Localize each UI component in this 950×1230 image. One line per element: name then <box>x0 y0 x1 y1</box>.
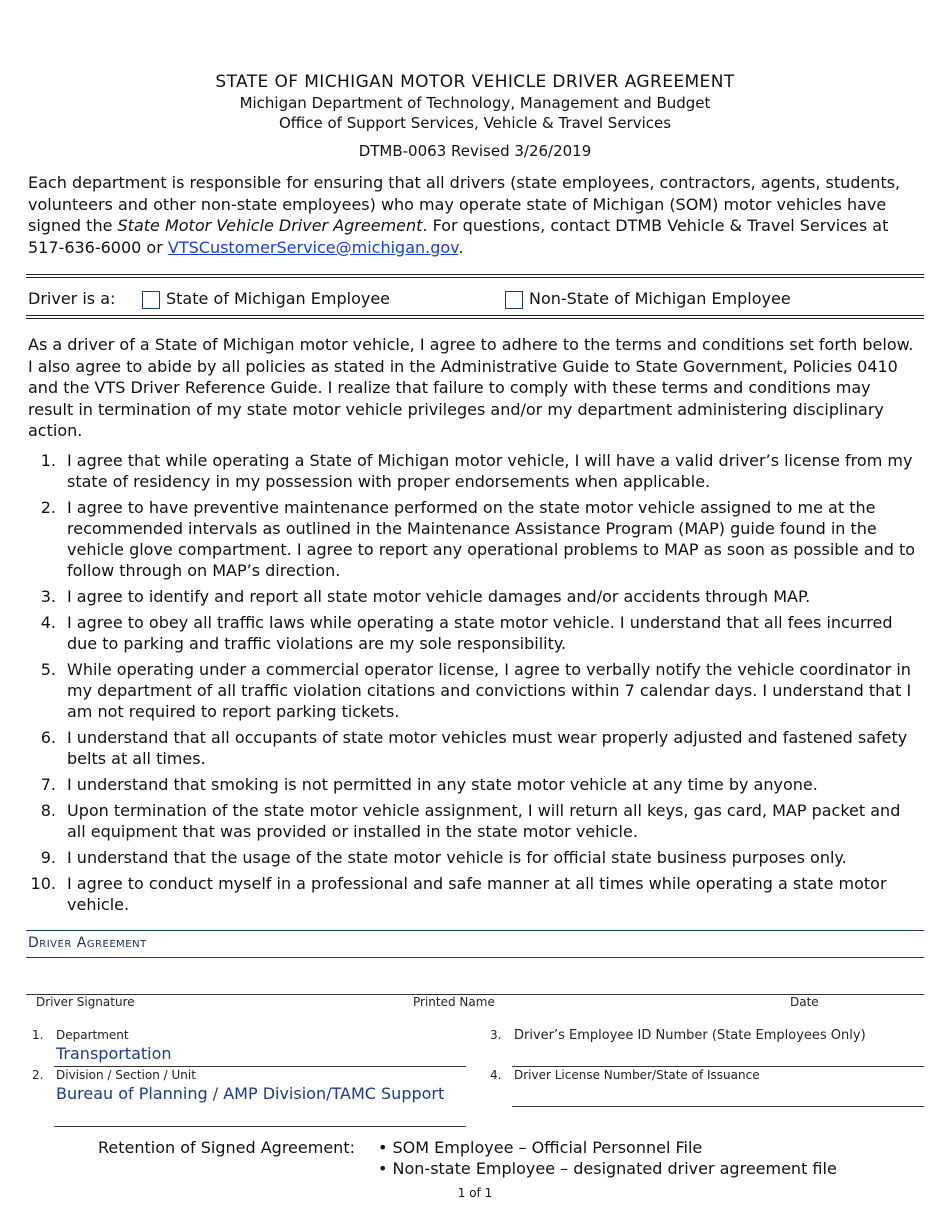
retention-item-2: • Non-state Employee – designated driver agreement file <box>378 1159 837 1178</box>
term-text: I agree to have preventive maintenance performed on the state motor vehicle assigned to me at the recommended intervals as outlined in the Maintenance Assistance Program (MAP) guide found in the vehicle glove compartment. I agree to report any operational problems to MAP as soon as possible and to follow through on MAP’s direction. <box>67 498 916 580</box>
term-text: I agree to identify and report all state motor vehicle damages and/or accidents through MAP. <box>67 587 811 606</box>
division-value[interactable]: Bureau of Planning / AMP Division/TAMC Support <box>56 1084 445 1103</box>
employee-id-line[interactable] <box>512 1066 924 1067</box>
term-number: 5. <box>40 660 56 679</box>
term-item <box>28 497 920 581</box>
intro-italic: State Motor Vehicle Driver Agreement <box>117 216 423 235</box>
terms-list <box>28 450 920 920</box>
term-number: 3. <box>40 587 56 606</box>
license-line[interactable] <box>512 1106 924 1107</box>
department-label: Department <box>56 1028 129 1042</box>
form-title: STATE OF MICHIGAN MOTOR VEHICLE DRIVER AGREEMENT <box>215 72 735 92</box>
section-rule-top <box>26 930 924 931</box>
employee-id-label: Driver’s Employee ID Number (State Employees Only) <box>514 1028 866 1043</box>
term-number: 2. <box>40 498 56 517</box>
term-number: 7. <box>40 775 56 794</box>
term-item <box>28 847 920 868</box>
divider-top-2 <box>26 277 924 278</box>
field-3-number: 3. <box>490 1028 502 1042</box>
intro-paragraph <box>28 172 920 258</box>
term-number: 4. <box>40 613 56 632</box>
field-2-number: 2. <box>32 1068 44 1082</box>
term-item <box>28 612 920 654</box>
term-number: 9. <box>40 848 56 867</box>
email-link[interactable]: VTSCustomerService@michigan.gov <box>167 237 459 257</box>
retention-item-1: • SOM Employee – Official Personnel File <box>378 1138 703 1157</box>
term-number: 10. <box>30 874 56 893</box>
intro-text-mid: . For questions, contact DTMB Vehicle & Travel Services at 517-636-6000 or <box>28 216 889 257</box>
term-number: 6. <box>40 728 56 747</box>
term-item <box>28 586 920 607</box>
divider-top-1 <box>26 274 924 275</box>
term-text: I understand that the usage of the state motor vehicle is for official state business purposes only. <box>67 848 847 867</box>
state-employee-checkbox[interactable] <box>142 291 160 309</box>
term-item <box>28 659 920 722</box>
field-4-number: 4. <box>490 1068 502 1082</box>
term-text: I agree that while operating a State of Michigan motor vehicle, I will have a valid driver’s license from my state of residency in my possession with proper endorsements when applicable. <box>67 451 913 491</box>
divider-bottom-2 <box>26 318 924 319</box>
intro-text-before: Each department is responsible for ensuring that all drivers (state employees, contractors, agents, students, volunteers and other non-state employees) who may operate state of Michigan (SOM) motor vehicles have signed the <box>28 173 901 235</box>
division-label: Division / Section / Unit <box>56 1068 196 1082</box>
field-1-number: 1. <box>32 1028 44 1042</box>
section-title: Driver Agreement <box>28 935 147 951</box>
driver-signature-label: Driver Signature <box>36 995 135 1009</box>
term-text: I understand that all occupants of state motor vehicles must wear properly adjusted and fastened safety belts at all times. <box>67 728 908 768</box>
section-rule-bottom <box>26 957 924 958</box>
term-item <box>28 800 920 842</box>
office-name: Office of Support Services, Vehicle & Travel Services <box>278 114 672 132</box>
page-number: 1 of 1 <box>457 1186 493 1200</box>
non-state-employee-checkbox[interactable] <box>505 291 523 309</box>
division-line <box>54 1126 466 1127</box>
state-employee-label: State of Michigan Employee <box>166 289 391 308</box>
term-text: I agree to conduct myself in a professional and safe manner at all times while operating a state motor vehicle. <box>67 874 887 914</box>
term-text: While operating under a commercial operator license, I agree to verbally notify the vehicle coordinator in my department of all traffic violation citations and convictions within 7 calendar days. I understand that I am not required to report parking tickets. <box>67 660 912 721</box>
term-number: 8. <box>40 801 56 820</box>
term-item <box>28 774 920 795</box>
retention-label: Retention of Signed Agreement: <box>98 1138 355 1157</box>
term-text: I understand that smoking is not permitted in any state motor vehicle at any time by anyone. <box>67 775 818 794</box>
driver-type-label: Driver is a: <box>28 289 116 308</box>
printed-name-label: Printed Name <box>413 995 495 1009</box>
term-item <box>28 727 920 769</box>
department-value[interactable]: Transportation <box>56 1044 172 1063</box>
non-state-employee-label: Non-State of Michigan Employee <box>529 289 791 308</box>
form-id: DTMB-0063 Revised 3/26/2019 <box>358 142 592 160</box>
terms-paragraph: As a driver of a State of Michigan motor vehicle, I agree to adhere to the terms and conditions set forth below. I also agree to abide by all policies as stated in the Administrative Guide to State Government, Policies 0410 and the VTS Driver Reference Guide. I realize that failure to comply with these terms and conditions may result in termination of my state motor vehicle privileges and/or my department administering disciplinary action. <box>28 335 914 440</box>
term-number: 1. <box>40 451 56 470</box>
term-item <box>28 450 920 492</box>
intro-text-after: . <box>458 237 464 257</box>
department-name: Michigan Department of Technology, Management and Budget <box>239 94 711 112</box>
license-label: Driver License Number/State of Issuance <box>514 1068 760 1082</box>
divider-bottom-1 <box>26 315 924 316</box>
term-text: Upon termination of the state motor vehicle assignment, I will return all keys, gas card, MAP packet and all equipment that was provided or installed in the state motor vehicle. <box>67 801 901 841</box>
department-line <box>54 1066 466 1067</box>
term-item <box>28 873 920 915</box>
term-text: I agree to obey all traffic laws while operating a state motor vehicle. I understand that all fees incurred due to parking and traffic violations are my sole responsibility. <box>67 613 893 653</box>
date-label: Date <box>790 995 819 1009</box>
